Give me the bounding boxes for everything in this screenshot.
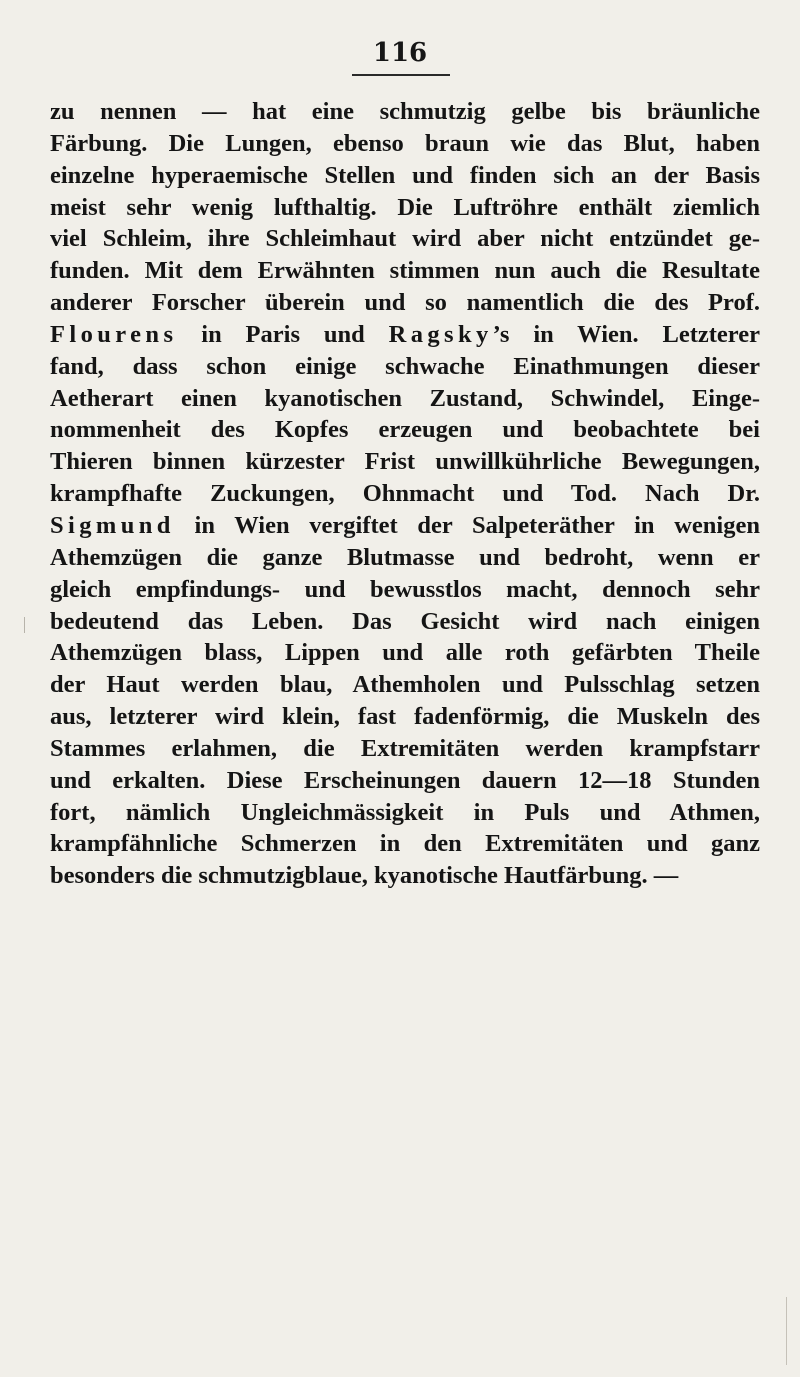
page-edge-mark <box>786 1297 787 1365</box>
text-line <box>50 701 760 733</box>
text-line <box>50 574 760 606</box>
text-line <box>50 255 760 287</box>
text-line <box>50 606 760 638</box>
body-text <box>50 96 760 892</box>
text-line <box>50 510 760 542</box>
text-line <box>50 287 760 319</box>
spaced-name: Sigmund <box>50 511 175 539</box>
text-run: Stammes erlahmen, die Extremitäten werden krampfstarr <box>50 734 760 762</box>
text-run: fort, nämlich Ungleichmässigkeit in Puls und Athmen, <box>50 798 760 826</box>
text-run: funden. Mit dem Erwähnten stimmen nun auch die Resultate <box>50 257 760 285</box>
text-run: ’s in Wien. Letzterer <box>492 320 760 348</box>
page-number-rule <box>352 74 450 76</box>
spaced-name: Flourens <box>50 320 178 348</box>
text-run: Aetherart einen kyanotischen Zustand, Schwindel, Einge- <box>50 384 760 412</box>
text-run: fand, dass schon einige schwache Einathmungen dieser <box>50 352 760 380</box>
text-line <box>50 319 760 351</box>
text-run: besonders die schmutzigblaue, kyanotische Hautfärbung. — <box>50 862 679 890</box>
text-run: viel Schleim, ihre Schleimhaut wird aber nicht entzündet ge- <box>50 225 760 253</box>
text-line <box>50 669 760 701</box>
margin-mark <box>24 617 29 633</box>
text-run: anderer Forscher überein und so namentlich die des Prof. <box>50 289 760 317</box>
text-line <box>50 192 760 224</box>
text-run: der Haut werden blau, Athemholen und Pulsschlag setzen <box>50 671 760 699</box>
text-line <box>50 478 760 510</box>
text-run: meist sehr wenig lufthaltig. Die Luftröhre enthält ziemlich <box>50 193 760 221</box>
text-line <box>50 414 760 446</box>
text-line <box>50 96 760 128</box>
text-run: und erkalten. Diese Erscheinungen dauern 12—18 Stunden <box>50 766 760 794</box>
text-run: zu nennen — hat eine schmutzig gelbe bis bräunliche <box>50 98 760 125</box>
text-run: nommenheit des Kopfes erzeugen und beobachtete bei <box>50 416 760 444</box>
text-run: bedeutend das Leben. Das Gesicht wird nach einigen <box>50 607 760 635</box>
text-run: Thieren binnen kürzester Frist unwillkührliche Bewegungen, <box>50 448 760 476</box>
text-line <box>50 637 760 669</box>
text-run: aus, letzterer wird klein, fast fadenförmig, die Muskeln des <box>50 703 760 731</box>
text-line <box>50 351 760 383</box>
text-run: krampfhafte Zuckungen, Ohnmacht und Tod. Nach Dr. <box>50 480 760 508</box>
text-run: gleich empfindungs- und bewusstlos macht, dennoch sehr <box>50 575 760 603</box>
text-run: in Paris und <box>177 320 389 348</box>
text-line <box>50 223 760 255</box>
text-line <box>50 383 760 415</box>
text-line <box>50 128 760 160</box>
text-run: in Wien vergiftet der Salpeteräther in wenigen <box>174 511 760 539</box>
text-line <box>50 828 760 860</box>
text-line <box>50 765 760 797</box>
text-line <box>50 797 760 829</box>
text-run: Athemzügen blass, Lippen und alle roth gefärbten Theile <box>50 639 760 667</box>
text-line <box>50 860 760 892</box>
text-run: Färbung. Die Lungen, ebenso braun wie das Blut, haben <box>50 129 760 157</box>
text-line <box>50 733 760 765</box>
text-line <box>50 542 760 574</box>
text-run: einzelne hyperaemische Stellen und finden sich an der Basis <box>50 161 760 189</box>
spaced-name: Ragsky <box>388 320 493 348</box>
text-run: krampfähnliche Schmerzen in den Extremitäten und ganz <box>50 830 760 858</box>
page-number: 116 <box>372 38 428 68</box>
text-line <box>50 446 760 478</box>
text-run: Athemzügen die ganze Blutmasse und bedroht, wenn er <box>50 543 760 571</box>
text-line <box>50 160 760 192</box>
